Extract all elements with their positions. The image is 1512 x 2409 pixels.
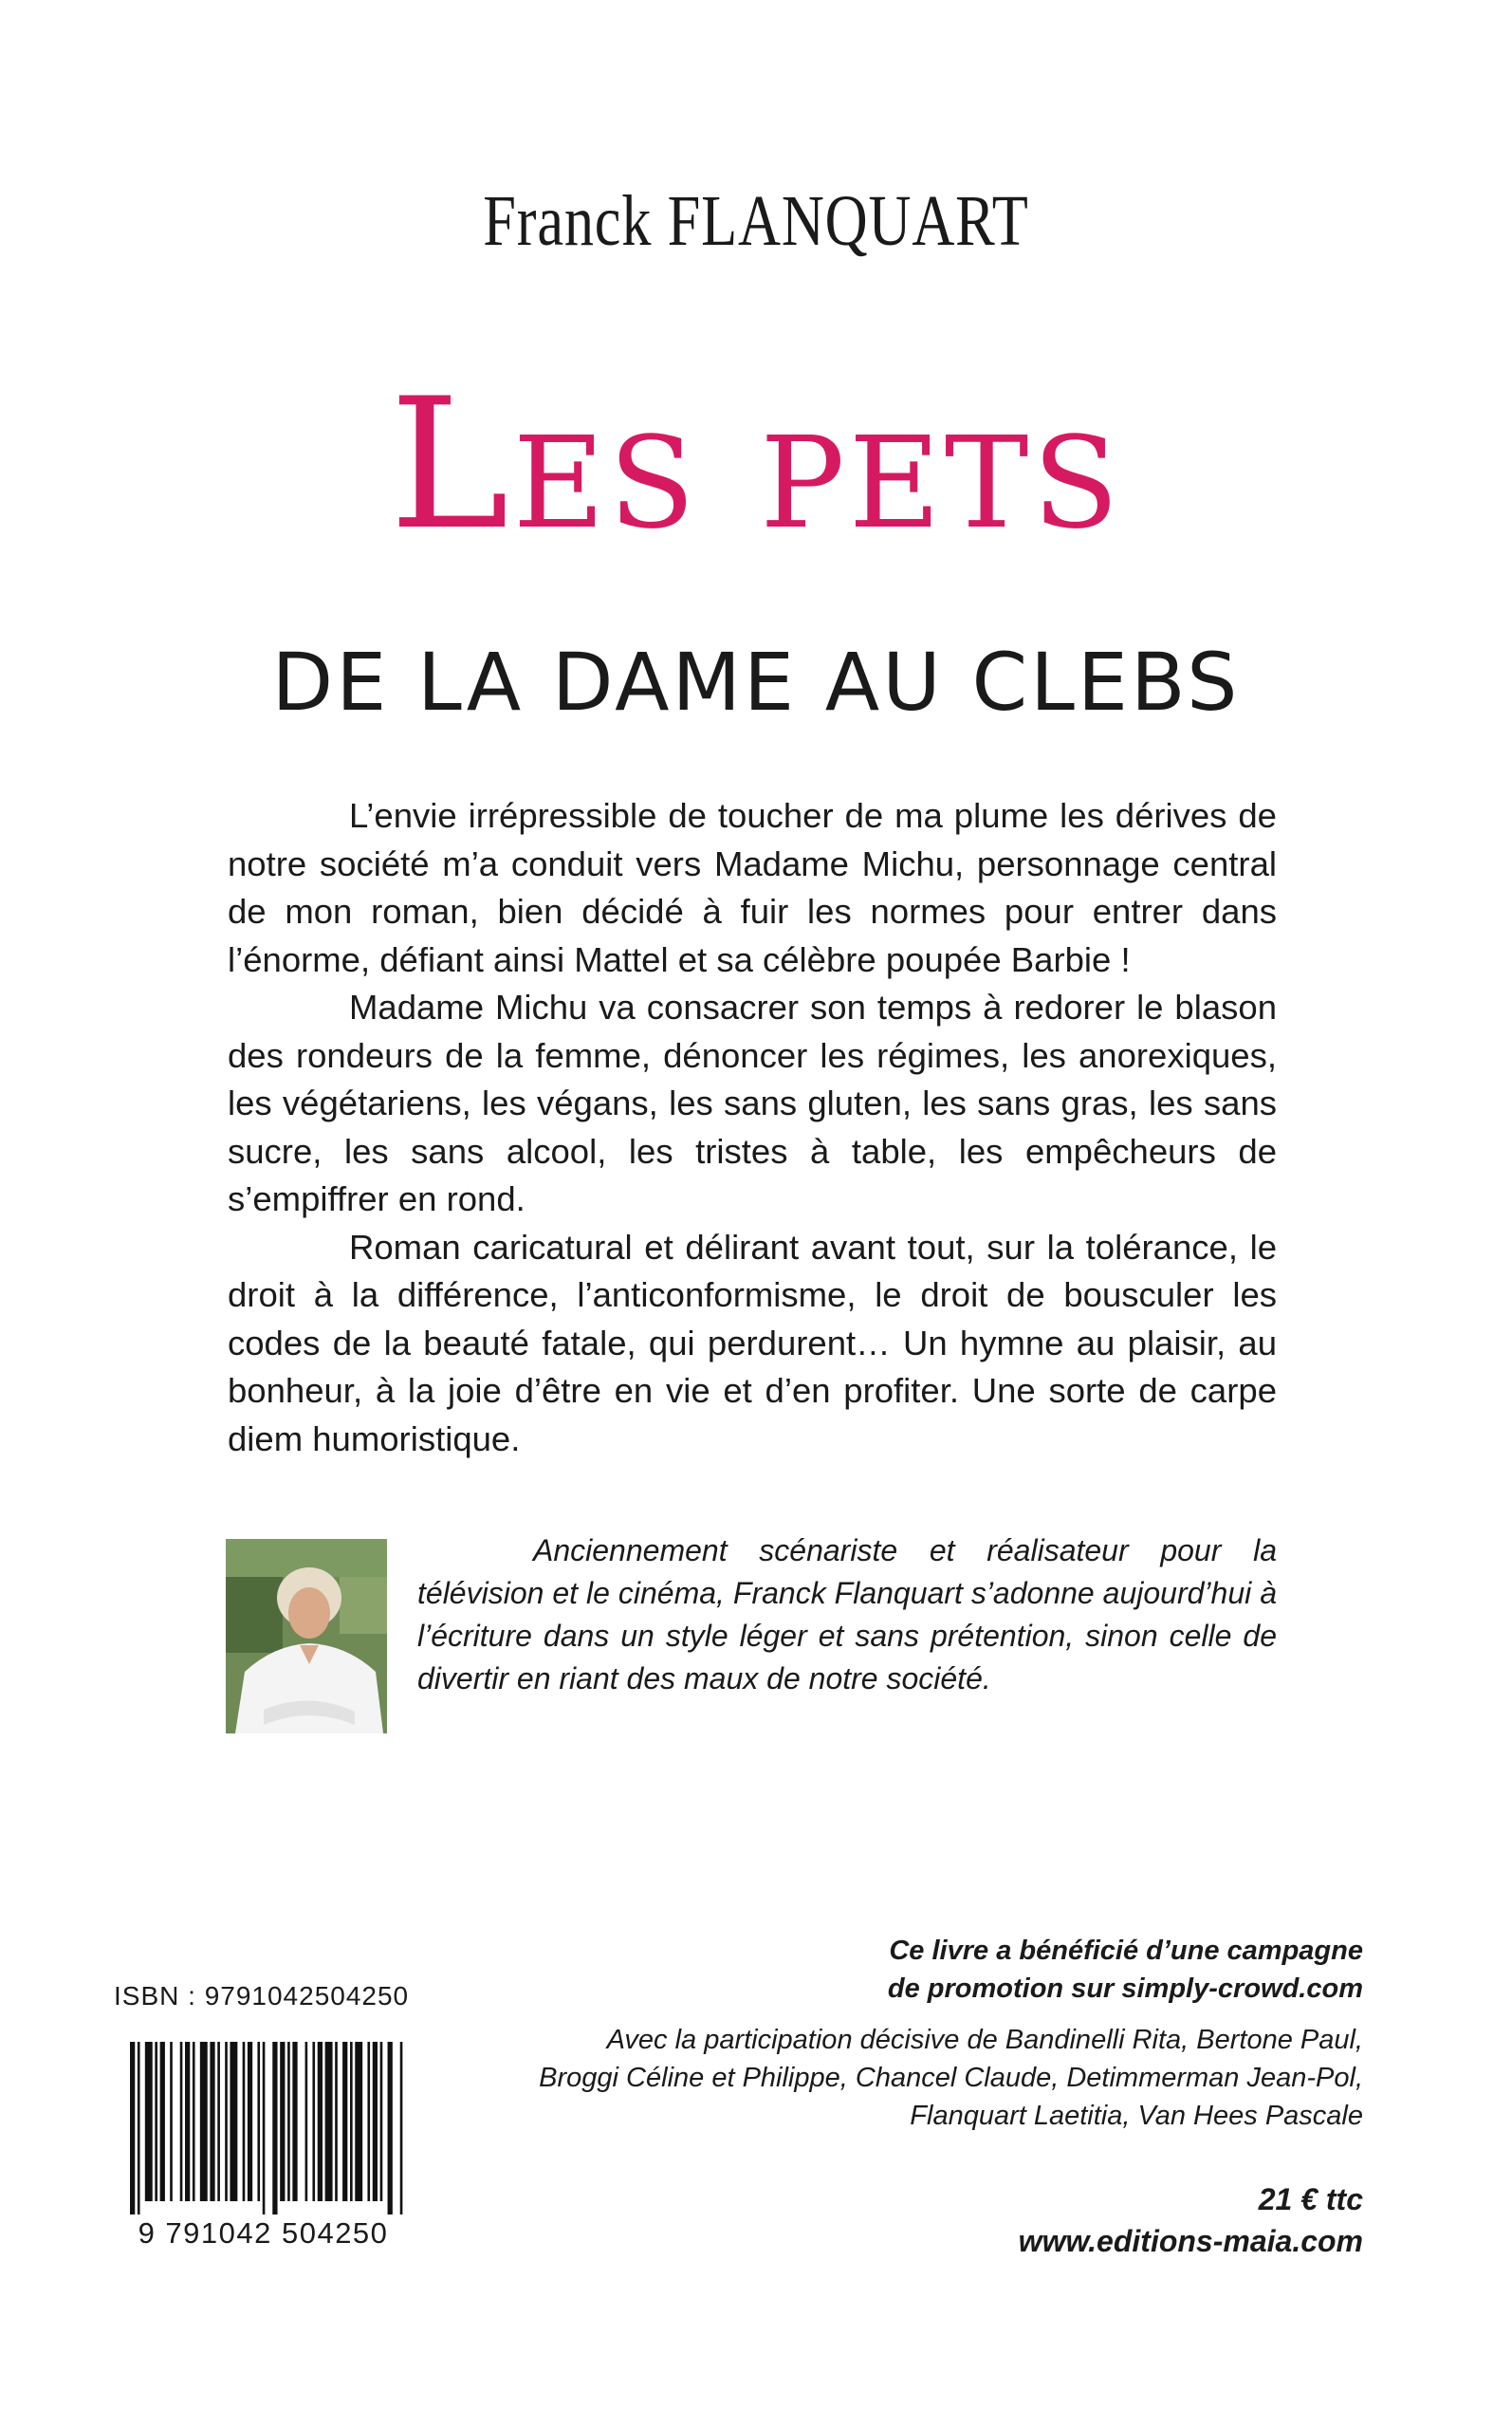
barcode-bar bbox=[350, 2042, 353, 2201]
blurb-paragraph: Roman caricatural et délirant avant tout, sur la tolérance, le droit à la différence, l’anticonformisme, le droit de bousculer les codes de la beauté fatale, qui perdurent… Un hymne au plaisir, au bonheur, à la joie d’être en vie et d’en profiter. Une sorte de carpe diem humoristique. bbox=[228, 1227, 1277, 1458]
barcode-bar bbox=[355, 2042, 362, 2201]
barcode-bar bbox=[373, 2042, 378, 2201]
barcode-bar bbox=[160, 2042, 165, 2201]
barcode-bar bbox=[155, 2042, 157, 2201]
barcode-bar bbox=[380, 2042, 383, 2201]
barcode-bar bbox=[200, 2042, 208, 2201]
barcode-bar bbox=[217, 2042, 220, 2201]
barcode-bar bbox=[335, 2042, 338, 2201]
barcode-bar bbox=[230, 2042, 237, 2201]
barcode-bar bbox=[263, 2042, 266, 2214]
acknowledgements bbox=[509, 2021, 1363, 2135]
author-photo bbox=[226, 1539, 387, 1733]
barcode-bar bbox=[305, 2042, 308, 2201]
barcode-bar bbox=[138, 2042, 140, 2214]
author-name: Franck FLANQUART bbox=[483, 181, 1029, 261]
barcode-bar bbox=[225, 2042, 228, 2201]
author-bio-text: Anciennement scénariste et réalisateur pour la télévision et le cinéma, Franck Flanquart s’adonne aujourd’hui à l’écriture dans un style léger et sans prétention, sinon celle de divertir en riant des maux de notre société. bbox=[417, 1533, 1277, 1696]
barcode-bar bbox=[145, 2042, 153, 2201]
publisher-website: www.editions-maia.com bbox=[1018, 2224, 1363, 2258]
promo-line: de promotion sur simply-crowd.com bbox=[887, 1974, 1363, 2004]
barcode-bar bbox=[318, 2042, 323, 2201]
barcode-bar bbox=[257, 2042, 260, 2201]
barcode-icon bbox=[130, 2042, 405, 2214]
barcode-bar bbox=[180, 2042, 183, 2201]
book-subtitle: DE LA DAME AU CLEBS bbox=[271, 636, 1241, 729]
acknowledgements-line: Flanquart Laetitia, Van Hees Pascale bbox=[910, 2101, 1363, 2131]
book-title: Les pets bbox=[389, 360, 1123, 569]
author-portrait-icon bbox=[226, 1539, 387, 1733]
price: 21 € ttc bbox=[1258, 2182, 1363, 2216]
barcode-bar bbox=[292, 2042, 297, 2201]
promo-line: Ce livre a bénéficié d’une campagne bbox=[889, 1936, 1363, 1966]
barcode-bar bbox=[287, 2042, 290, 2201]
acknowledgements-line: Broggi Céline et Philippe, Chancel Claude, Detimmerman Jean-Pol, bbox=[539, 2063, 1363, 2093]
barcode-bar bbox=[388, 2042, 393, 2214]
barcode-bar bbox=[367, 2042, 370, 2201]
blurb-paragraph: L’envie irrépressible de toucher de ma plume les dérives de notre société m’a conduit vers Madame Michu, personnage central de mon roman, bien décidé à fuir les normes pour entrer dans l’énorme, défiant ainsi Mattel et sa célèbre poupée Barbie ! bbox=[228, 796, 1277, 979]
isbn-label: ISBN : 9791042504250 bbox=[114, 1981, 410, 2011]
barcode-bar bbox=[210, 2042, 214, 2201]
barcode-digits: 9 791042 504250 bbox=[138, 2216, 389, 2250]
barcode-bar bbox=[130, 2042, 135, 2214]
barcode-bar bbox=[342, 2042, 347, 2201]
barcode-bar bbox=[400, 2042, 403, 2214]
price-and-website bbox=[699, 2178, 1363, 2262]
barcode-bar bbox=[280, 2042, 285, 2201]
back-cover-blurb bbox=[228, 792, 1277, 1463]
barcode-bar bbox=[325, 2042, 333, 2201]
barcode-bar bbox=[170, 2042, 173, 2201]
barcode-bar bbox=[312, 2042, 315, 2201]
barcode-bar bbox=[185, 2042, 190, 2201]
author-bio bbox=[417, 1529, 1277, 1700]
barcode-bar bbox=[272, 2042, 277, 2214]
acknowledgements-line: Avec la participation décisive de Bandinelli Rita, Bertone Paul, bbox=[606, 2025, 1363, 2055]
promo-note bbox=[699, 1932, 1363, 2008]
barcode-bar bbox=[243, 2042, 246, 2201]
barcode-bar bbox=[248, 2042, 252, 2201]
blurb-paragraph: Madame Michu va consacrer son temps à redorer le blason des rondeurs de la femme, dénoncer les régimes, les anorexiques, les végétariens, les végans, les sans gluten, les sans gras, les sans sucre, les sans alcool, les tristes à table, les empêcheurs de s’empiffrer en rond. bbox=[228, 988, 1277, 1218]
barcode-bar bbox=[193, 2042, 195, 2201]
